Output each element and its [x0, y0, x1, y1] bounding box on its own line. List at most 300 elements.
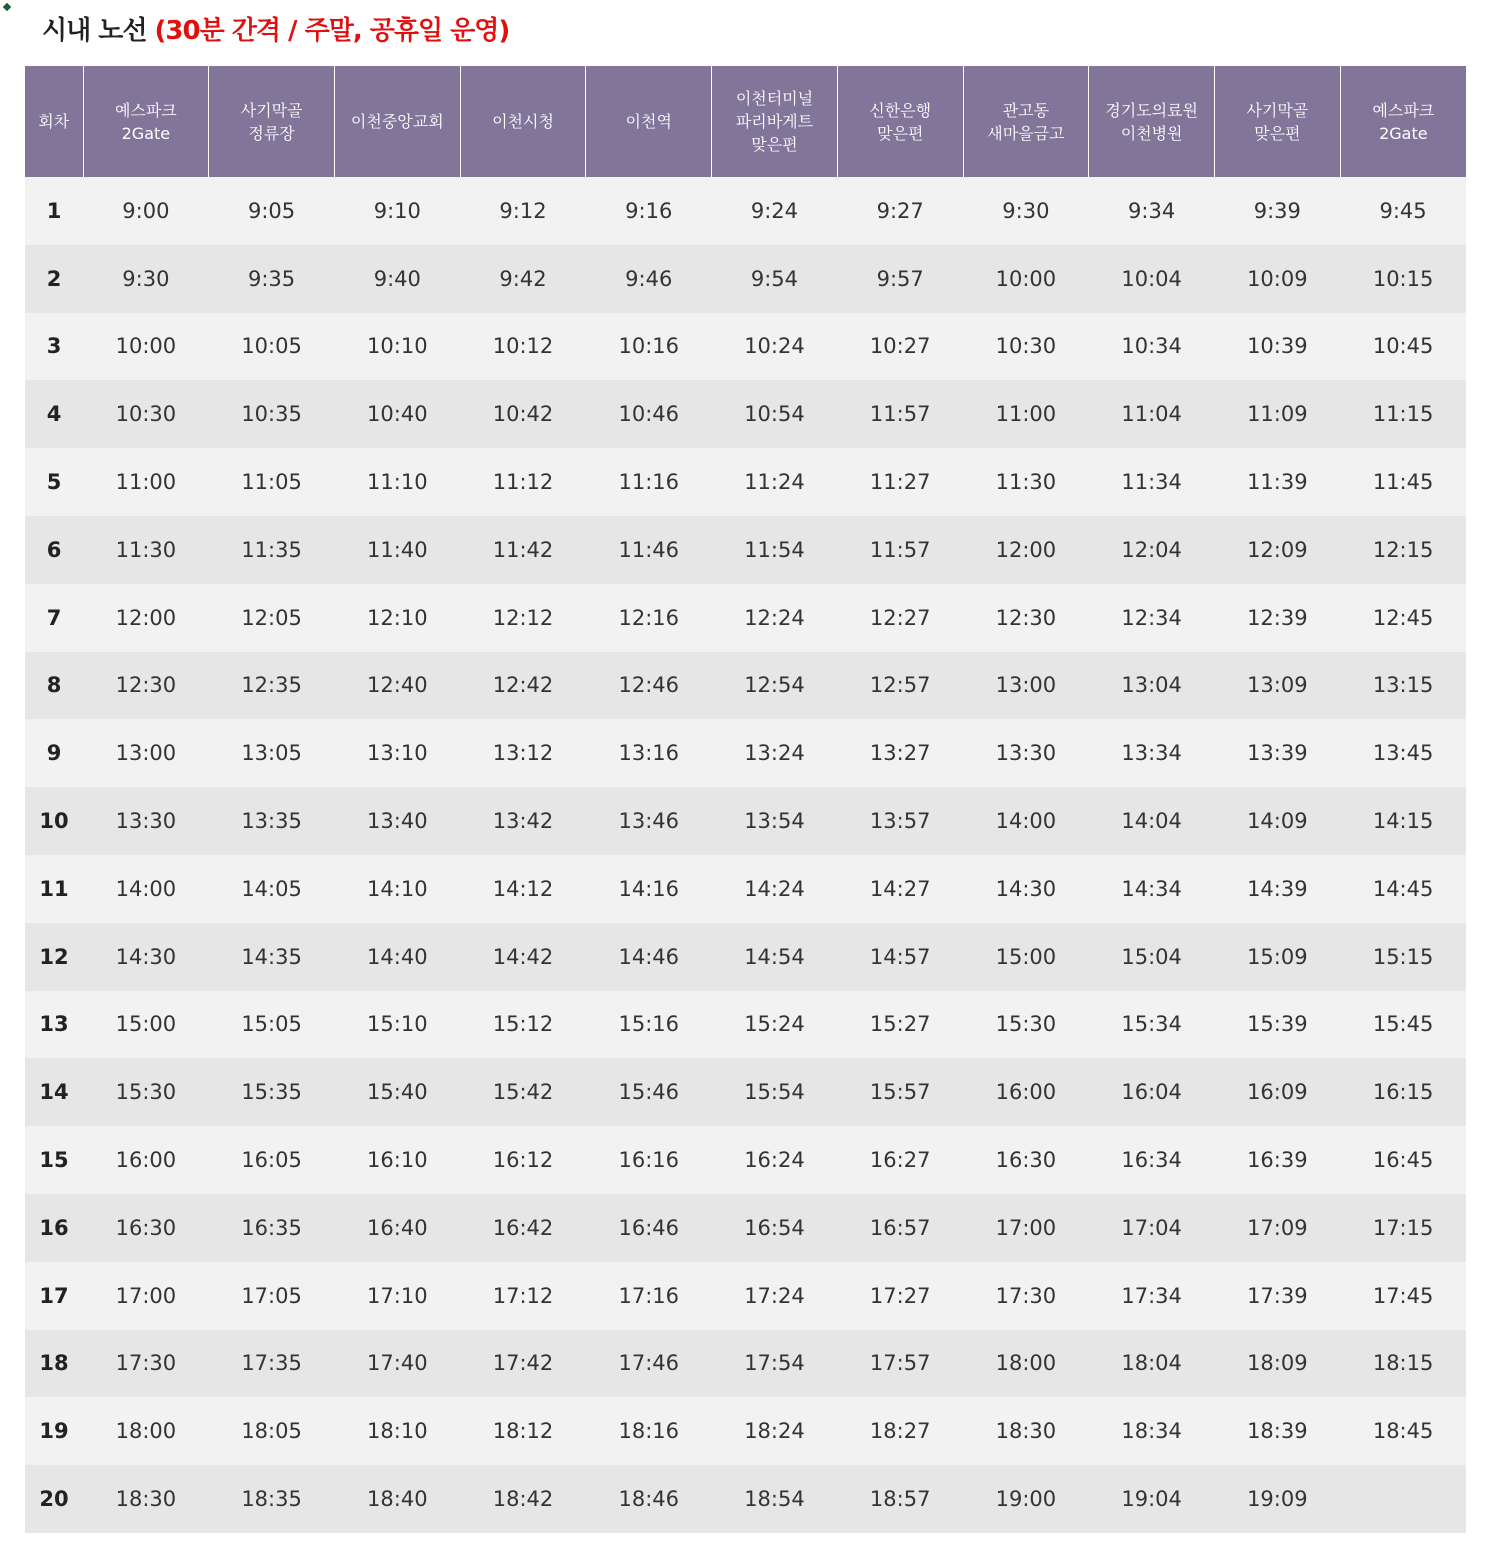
time-cell: 9:42 — [460, 245, 586, 313]
time-cell: 11:24 — [712, 448, 838, 516]
time-cell: 14:00 — [83, 855, 209, 923]
time-cell: 10:34 — [1089, 313, 1215, 381]
time-cell: 9:10 — [334, 177, 460, 245]
time-cell: 16:34 — [1089, 1126, 1215, 1194]
time-cell: 15:00 — [83, 991, 209, 1059]
time-cell: 14:15 — [1340, 787, 1466, 855]
header-stop-line: 맞은편 — [876, 123, 924, 143]
time-cell: 16:40 — [334, 1194, 460, 1262]
time-cell: 18:30 — [83, 1465, 209, 1533]
time-cell: 13:54 — [712, 787, 838, 855]
time-cell: 13:46 — [586, 787, 712, 855]
time-cell: 12:57 — [837, 652, 963, 720]
trip-number: 6 — [25, 516, 83, 584]
time-cell: 14:27 — [837, 855, 963, 923]
time-cell: 15:05 — [209, 991, 335, 1059]
time-cell: 10:46 — [586, 380, 712, 448]
header-stop-line: 2Gate — [121, 123, 171, 143]
time-cell: 15:35 — [209, 1058, 335, 1126]
time-cell: 11:30 — [963, 448, 1089, 516]
time-cell: 10:27 — [837, 313, 963, 381]
time-cell: 16:00 — [963, 1058, 1089, 1126]
time-cell: 17:27 — [837, 1262, 963, 1330]
time-cell: 17:04 — [1089, 1194, 1215, 1262]
time-cell: 13:27 — [837, 719, 963, 787]
time-cell: 12:04 — [1089, 516, 1215, 584]
header-stop-line: 이천역 — [625, 112, 672, 131]
time-cell: 14:09 — [1214, 787, 1340, 855]
table-row — [25, 448, 1466, 516]
time-cell: 10:00 — [963, 245, 1089, 313]
trip-number: 9 — [25, 719, 83, 787]
time-cell: 12:40 — [334, 652, 460, 720]
time-cell: 13:30 — [963, 719, 1089, 787]
time-cell: 11:39 — [1214, 448, 1340, 516]
time-cell: 10:12 — [460, 313, 586, 381]
time-cell: 10:00 — [83, 313, 209, 381]
time-cell: 12:27 — [837, 584, 963, 652]
time-cell: 10:45 — [1340, 313, 1466, 381]
time-cell: 11:00 — [963, 380, 1089, 448]
time-cell: 16:04 — [1089, 1058, 1215, 1126]
time-cell: 17:24 — [712, 1262, 838, 1330]
time-cell: 10:39 — [1214, 313, 1340, 381]
time-cell: 17:35 — [209, 1330, 335, 1398]
time-cell: 11:30 — [83, 516, 209, 584]
table-row — [25, 1465, 1466, 1533]
time-cell: 11:57 — [837, 516, 963, 584]
time-cell: 15:46 — [586, 1058, 712, 1126]
time-cell: 18:16 — [586, 1397, 712, 1465]
time-cell: 18:46 — [586, 1465, 712, 1533]
trip-number: 20 — [25, 1465, 83, 1533]
table-row — [25, 313, 1466, 381]
time-cell: 10:35 — [209, 380, 335, 448]
trip-number: 5 — [25, 448, 83, 516]
time-cell: 13:40 — [334, 787, 460, 855]
time-cell: 17:57 — [837, 1330, 963, 1398]
time-cell: 12:45 — [1340, 584, 1466, 652]
time-cell: 10:10 — [334, 313, 460, 381]
time-cell: 10:30 — [963, 313, 1089, 381]
diamond-bullet-icon — [3, 3, 11, 11]
time-cell: 10:30 — [83, 380, 209, 448]
time-cell: 11:16 — [586, 448, 712, 516]
time-cell: 11:35 — [209, 516, 335, 584]
time-cell: 17:40 — [334, 1330, 460, 1398]
time-cell: 18:45 — [1340, 1397, 1466, 1465]
time-cell: 18:30 — [963, 1397, 1089, 1465]
time-cell: 16:00 — [83, 1126, 209, 1194]
time-cell: 9:34 — [1089, 177, 1215, 245]
time-cell: 17:39 — [1214, 1262, 1340, 1330]
header-stop-line: 맞은편 — [1254, 123, 1301, 143]
trip-number: 14 — [25, 1058, 83, 1126]
time-cell: 19:04 — [1089, 1465, 1215, 1533]
header-stop-line: 경기도의료원 — [1105, 100, 1198, 120]
time-cell: 9:39 — [1214, 177, 1340, 245]
time-cell: 11:05 — [209, 448, 335, 516]
header-stop-line: 파리바게트 — [735, 112, 814, 131]
time-cell: 15:09 — [1214, 923, 1340, 991]
time-cell: 18:54 — [712, 1465, 838, 1533]
time-cell: 12:05 — [209, 584, 335, 652]
trip-number: 15 — [25, 1126, 83, 1194]
time-cell: 15:12 — [460, 991, 586, 1059]
header-stop — [712, 66, 838, 177]
time-cell: 9:16 — [586, 177, 712, 245]
header-stop — [334, 66, 460, 177]
time-cell: 14:34 — [1089, 855, 1215, 923]
time-cell: 18:04 — [1089, 1330, 1215, 1398]
time-cell: 14:00 — [963, 787, 1089, 855]
header-row — [25, 66, 1466, 177]
time-cell: 17:05 — [209, 1262, 335, 1330]
trip-number: 18 — [25, 1330, 83, 1398]
time-cell: 13:34 — [1089, 719, 1215, 787]
time-cell: 9:35 — [209, 245, 335, 313]
table-row — [25, 1058, 1466, 1126]
time-cell: 16:24 — [712, 1126, 838, 1194]
time-cell: 18:27 — [837, 1397, 963, 1465]
time-cell: 18:05 — [209, 1397, 335, 1465]
table-row — [25, 584, 1466, 652]
time-cell: 16:27 — [837, 1126, 963, 1194]
time-cell: 12:10 — [334, 584, 460, 652]
time-cell: 16:35 — [209, 1194, 335, 1262]
time-cell: 13:10 — [334, 719, 460, 787]
time-cell: 15:27 — [837, 991, 963, 1059]
time-cell: 17:12 — [460, 1262, 586, 1330]
time-cell: 14:16 — [586, 855, 712, 923]
trip-number: 13 — [25, 991, 83, 1059]
time-cell: 12:35 — [209, 652, 335, 720]
time-cell: 18:09 — [1214, 1330, 1340, 1398]
time-cell: 16:05 — [209, 1126, 335, 1194]
time-cell: 18:39 — [1214, 1397, 1340, 1465]
time-cell: 17:30 — [963, 1262, 1089, 1330]
header-stop-line: 사기막골 — [1246, 100, 1309, 120]
time-cell: 10:09 — [1214, 245, 1340, 313]
time-cell: 9:30 — [83, 245, 209, 313]
table-row — [25, 652, 1466, 720]
header-stop-line: 신한은행 — [869, 100, 932, 120]
time-cell: 12:00 — [83, 584, 209, 652]
time-cell: 16:57 — [837, 1194, 963, 1262]
time-cell: 17:46 — [586, 1330, 712, 1398]
time-cell: 13:30 — [83, 787, 209, 855]
title-main: 시내 노선 — [42, 15, 147, 46]
time-cell: 11:27 — [837, 448, 963, 516]
time-cell: 12:09 — [1214, 516, 1340, 584]
time-cell: 12:15 — [1340, 516, 1466, 584]
time-cell: 15:10 — [334, 991, 460, 1059]
header-stop — [586, 66, 712, 177]
header-stop — [1089, 66, 1215, 177]
time-cell: 17:09 — [1214, 1194, 1340, 1262]
time-cell: 9:05 — [209, 177, 335, 245]
time-cell: 13:04 — [1089, 652, 1215, 720]
time-cell: 15:15 — [1340, 923, 1466, 991]
trip-number: 16 — [25, 1194, 83, 1262]
table-row — [25, 1126, 1466, 1194]
time-cell: 13:42 — [460, 787, 586, 855]
time-cell: 9:57 — [837, 245, 963, 313]
time-cell: 9:40 — [334, 245, 460, 313]
time-cell: 16:12 — [460, 1126, 586, 1194]
time-cell: 13:57 — [837, 787, 963, 855]
time-cell: 14:39 — [1214, 855, 1340, 923]
time-cell: 17:16 — [586, 1262, 712, 1330]
time-cell: 11:09 — [1214, 380, 1340, 448]
time-cell: 15:40 — [334, 1058, 460, 1126]
time-cell: 17:00 — [83, 1262, 209, 1330]
time-cell: 18:57 — [837, 1465, 963, 1533]
time-cell: 11:04 — [1089, 380, 1215, 448]
header-stop-line: 2Gate — [1379, 123, 1428, 143]
time-cell — [1340, 1465, 1466, 1533]
time-cell: 14:35 — [209, 923, 335, 991]
time-cell: 15:30 — [83, 1058, 209, 1126]
time-cell: 10:40 — [334, 380, 460, 448]
time-cell: 17:34 — [1089, 1262, 1215, 1330]
header-stop-line: 사기막골 — [240, 100, 303, 120]
time-cell: 14:57 — [837, 923, 963, 991]
time-cell: 18:34 — [1089, 1397, 1215, 1465]
time-cell: 16:46 — [586, 1194, 712, 1262]
header-stop-line: 새마을금고 — [987, 123, 1065, 143]
time-cell: 12:24 — [712, 584, 838, 652]
time-cell: 13:00 — [83, 719, 209, 787]
time-cell: 9:12 — [460, 177, 586, 245]
time-cell: 18:35 — [209, 1465, 335, 1533]
table-row — [25, 380, 1466, 448]
time-cell: 16:45 — [1340, 1126, 1466, 1194]
header-stop-line: 정류장 — [248, 123, 295, 143]
time-cell: 16:10 — [334, 1126, 460, 1194]
time-cell: 15:24 — [712, 991, 838, 1059]
time-cell: 9:46 — [586, 245, 712, 313]
table-row — [25, 1397, 1466, 1465]
time-cell: 16:30 — [963, 1126, 1089, 1194]
time-cell: 14:40 — [334, 923, 460, 991]
time-cell: 13:39 — [1214, 719, 1340, 787]
header-stop-line: 이천병원 — [1120, 123, 1183, 143]
time-cell: 17:10 — [334, 1262, 460, 1330]
time-cell: 14:24 — [712, 855, 838, 923]
section-title-text — [42, 10, 509, 47]
time-cell: 15:04 — [1089, 923, 1215, 991]
time-cell: 10:15 — [1340, 245, 1466, 313]
time-cell: 12:42 — [460, 652, 586, 720]
time-cell: 10:04 — [1089, 245, 1215, 313]
time-cell: 19:09 — [1214, 1465, 1340, 1533]
time-cell: 14:04 — [1089, 787, 1215, 855]
time-cell: 14:54 — [712, 923, 838, 991]
time-cell: 13:00 — [963, 652, 1089, 720]
time-cell: 16:30 — [83, 1194, 209, 1262]
section-title — [20, 4, 509, 52]
time-cell: 12:16 — [586, 584, 712, 652]
trip-number: 10 — [25, 787, 83, 855]
header-stop — [460, 66, 586, 177]
header-stop-line: 예스파크 — [1372, 100, 1435, 120]
time-cell: 10:16 — [586, 313, 712, 381]
trip-number: 8 — [25, 652, 83, 720]
time-cell: 17:00 — [963, 1194, 1089, 1262]
time-cell: 9:45 — [1340, 177, 1466, 245]
time-cell: 11:45 — [1340, 448, 1466, 516]
time-cell: 11:40 — [334, 516, 460, 584]
table-row — [25, 245, 1466, 313]
time-cell: 12:12 — [460, 584, 586, 652]
header-stop — [83, 66, 209, 177]
trip-number: 19 — [25, 1397, 83, 1465]
time-cell: 14:10 — [334, 855, 460, 923]
time-cell: 15:42 — [460, 1058, 586, 1126]
time-cell: 18:00 — [963, 1330, 1089, 1398]
time-cell: 12:46 — [586, 652, 712, 720]
time-cell: 14:30 — [83, 923, 209, 991]
time-cell: 11:34 — [1089, 448, 1215, 516]
header-stop-line: 이천중앙교회 — [350, 112, 444, 131]
time-cell: 14:42 — [460, 923, 586, 991]
time-cell: 17:15 — [1340, 1194, 1466, 1262]
time-cell: 13:16 — [586, 719, 712, 787]
time-cell: 12:54 — [712, 652, 838, 720]
header-stop-line: 이천시청 — [492, 112, 554, 131]
time-cell: 16:15 — [1340, 1058, 1466, 1126]
table-row — [25, 923, 1466, 991]
time-cell: 11:10 — [334, 448, 460, 516]
header-stop — [1214, 66, 1340, 177]
header-stop-line: 예스파크 — [114, 100, 177, 120]
time-cell: 15:39 — [1214, 991, 1340, 1059]
time-cell: 18:40 — [334, 1465, 460, 1533]
time-cell: 12:30 — [963, 584, 1089, 652]
table-row — [25, 787, 1466, 855]
bus-timetable — [25, 66, 1466, 1533]
time-cell: 9:30 — [963, 177, 1089, 245]
time-cell: 17:54 — [712, 1330, 838, 1398]
time-cell: 16:42 — [460, 1194, 586, 1262]
table-row — [25, 177, 1466, 245]
time-cell: 15:30 — [963, 991, 1089, 1059]
time-cell: 18:42 — [460, 1465, 586, 1533]
table-row — [25, 855, 1466, 923]
title-sub: (30분 간격 / 주말, 공휴일 운영) — [154, 15, 510, 46]
trip-number: 2 — [25, 245, 83, 313]
time-cell: 18:24 — [712, 1397, 838, 1465]
trip-number: 1 — [25, 177, 83, 245]
time-cell: 13:24 — [712, 719, 838, 787]
time-cell: 9:00 — [83, 177, 209, 245]
header-stop-line: 관고동 — [1002, 100, 1050, 120]
trip-number: 4 — [25, 380, 83, 448]
table-row — [25, 1194, 1466, 1262]
time-cell: 17:30 — [83, 1330, 209, 1398]
time-cell: 16:54 — [712, 1194, 838, 1262]
timetable-body — [25, 177, 1466, 1533]
time-cell: 9:54 — [712, 245, 838, 313]
header-trip: 회차 — [25, 66, 83, 177]
time-cell: 10:05 — [209, 313, 335, 381]
header-stop — [837, 66, 963, 177]
time-cell: 13:05 — [209, 719, 335, 787]
trip-number: 12 — [25, 923, 83, 991]
time-cell: 11:12 — [460, 448, 586, 516]
time-cell: 13:45 — [1340, 719, 1466, 787]
table-row — [25, 1330, 1466, 1398]
header-stop — [1340, 66, 1466, 177]
trip-number: 11 — [25, 855, 83, 923]
time-cell: 17:42 — [460, 1330, 586, 1398]
time-cell: 11:57 — [837, 380, 963, 448]
time-cell: 14:30 — [963, 855, 1089, 923]
time-cell: 16:16 — [586, 1126, 712, 1194]
time-cell: 9:24 — [712, 177, 838, 245]
header-stop — [963, 66, 1089, 177]
time-cell: 15:45 — [1340, 991, 1466, 1059]
time-cell: 13:09 — [1214, 652, 1340, 720]
header-stop — [209, 66, 335, 177]
time-cell: 11:46 — [586, 516, 712, 584]
time-cell: 15:34 — [1089, 991, 1215, 1059]
time-cell: 18:00 — [83, 1397, 209, 1465]
time-cell: 10:24 — [712, 313, 838, 381]
time-cell: 13:35 — [209, 787, 335, 855]
time-cell: 12:00 — [963, 516, 1089, 584]
time-cell: 9:27 — [837, 177, 963, 245]
time-cell: 15:54 — [712, 1058, 838, 1126]
table-row — [25, 991, 1466, 1059]
header-stop-line: 이천터미널 — [735, 89, 814, 108]
time-cell: 15:00 — [963, 923, 1089, 991]
time-cell: 15:57 — [837, 1058, 963, 1126]
time-cell: 19:00 — [963, 1465, 1089, 1533]
time-cell: 18:15 — [1340, 1330, 1466, 1398]
time-cell: 12:39 — [1214, 584, 1340, 652]
time-cell: 14:46 — [586, 923, 712, 991]
time-cell: 11:42 — [460, 516, 586, 584]
time-cell: 13:12 — [460, 719, 586, 787]
time-cell: 12:34 — [1089, 584, 1215, 652]
trip-number: 7 — [25, 584, 83, 652]
time-cell: 11:15 — [1340, 380, 1466, 448]
time-cell: 18:10 — [334, 1397, 460, 1465]
trip-number: 17 — [25, 1262, 83, 1330]
time-cell: 12:30 — [83, 652, 209, 720]
time-cell: 13:15 — [1340, 652, 1466, 720]
time-cell: 14:45 — [1340, 855, 1466, 923]
time-cell: 16:09 — [1214, 1058, 1340, 1126]
time-cell: 11:00 — [83, 448, 209, 516]
table-row — [25, 719, 1466, 787]
time-cell: 14:12 — [460, 855, 586, 923]
header-stop-line: 맞은편 — [751, 135, 798, 154]
time-cell: 11:54 — [712, 516, 838, 584]
time-cell: 10:54 — [712, 380, 838, 448]
time-cell: 17:45 — [1340, 1262, 1466, 1330]
trip-number: 3 — [25, 313, 83, 381]
time-cell: 14:05 — [209, 855, 335, 923]
time-cell: 10:42 — [460, 380, 586, 448]
time-cell: 16:39 — [1214, 1126, 1340, 1194]
time-cell: 18:12 — [460, 1397, 586, 1465]
table-row — [25, 516, 1466, 584]
time-cell: 15:16 — [586, 991, 712, 1059]
table-row — [25, 1262, 1466, 1330]
